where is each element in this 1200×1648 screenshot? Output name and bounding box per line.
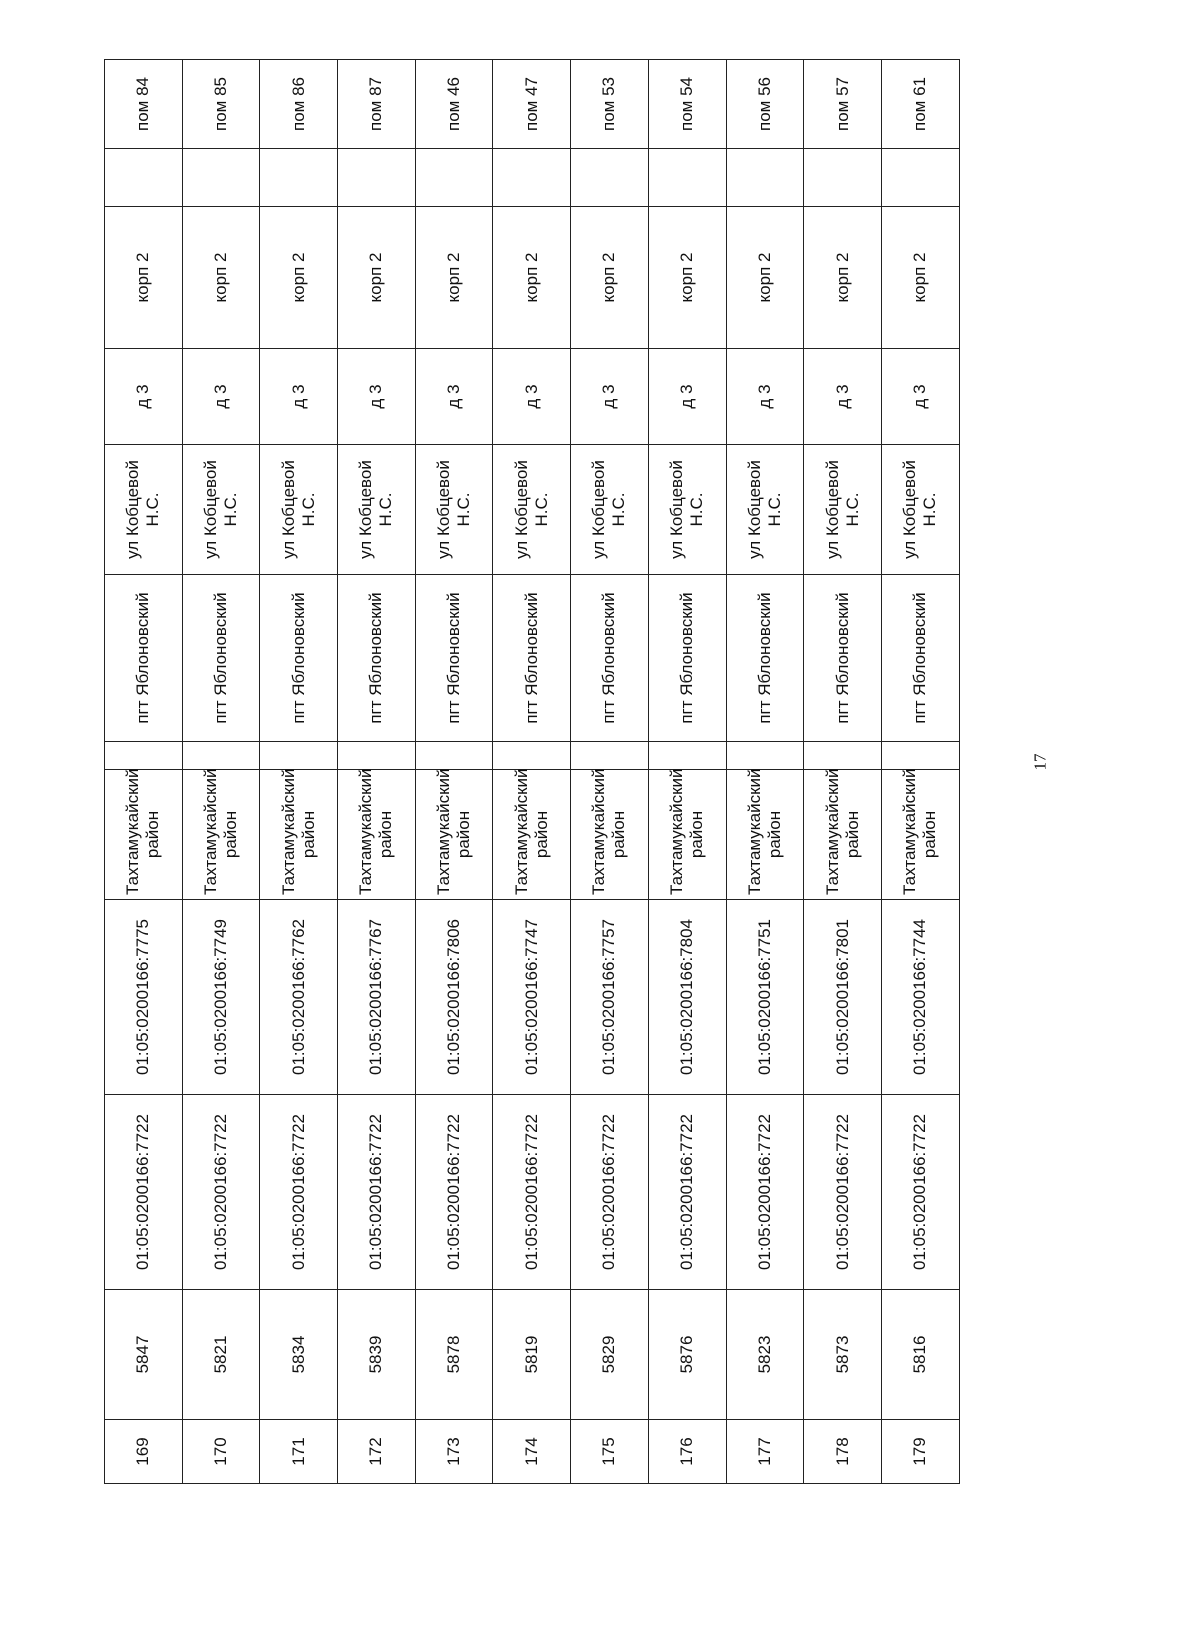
row-number: 172 bbox=[338, 1420, 416, 1484]
table-row bbox=[260, 60, 338, 1484]
settlement: пгт Яблоновский bbox=[105, 575, 183, 742]
empty-cell bbox=[415, 742, 493, 770]
parent-cadastral-number: 01:05:0200166:7722 bbox=[260, 1095, 338, 1290]
empty-cell bbox=[105, 149, 183, 207]
settlement: пгт Яблоновский bbox=[182, 575, 260, 742]
empty-cell bbox=[648, 149, 726, 207]
empty-cell bbox=[493, 149, 571, 207]
empty-cell bbox=[415, 149, 493, 207]
cadastral-number: 01:05:0200166:7775 bbox=[105, 900, 183, 1095]
district: Тахтамукайский район bbox=[726, 770, 804, 900]
cadastral-number: 01:05:0200166:7806 bbox=[415, 900, 493, 1095]
object-id: 5847 bbox=[105, 1290, 183, 1420]
room-number: пом 84 bbox=[105, 60, 183, 149]
house-number: д 3 bbox=[105, 349, 183, 445]
row-number: 178 bbox=[804, 1420, 882, 1484]
street: ул Кобцевой Н.С. bbox=[260, 445, 338, 575]
building-block: корп 2 bbox=[804, 207, 882, 349]
parent-cadastral-number: 01:05:0200166:7722 bbox=[571, 1095, 649, 1290]
object-id: 5816 bbox=[881, 1290, 959, 1420]
room-number: пом 85 bbox=[182, 60, 260, 149]
district: Тахтамукайский район bbox=[571, 770, 649, 900]
street: ул Кобцевой Н.С. bbox=[105, 445, 183, 575]
row-number: 171 bbox=[260, 1420, 338, 1484]
empty-cell bbox=[804, 742, 882, 770]
room-number: пом 53 bbox=[571, 60, 649, 149]
room-number: пом 57 bbox=[804, 60, 882, 149]
room-number: пом 46 bbox=[415, 60, 493, 149]
parent-cadastral-number: 01:05:0200166:7722 bbox=[338, 1095, 416, 1290]
building-block: корп 2 bbox=[338, 207, 416, 349]
street: ул Кобцевой Н.С. bbox=[881, 445, 959, 575]
parent-cadastral-number: 01:05:0200166:7722 bbox=[415, 1095, 493, 1290]
row-number: 173 bbox=[415, 1420, 493, 1484]
row-number: 176 bbox=[648, 1420, 726, 1484]
room-number: пом 86 bbox=[260, 60, 338, 149]
object-id: 5873 bbox=[804, 1290, 882, 1420]
table-row bbox=[571, 60, 649, 1484]
registry-table-rotated bbox=[104, 60, 959, 1484]
house-number: д 3 bbox=[881, 349, 959, 445]
row-number: 170 bbox=[182, 1420, 260, 1484]
cadastral-number: 01:05:0200166:7804 bbox=[648, 900, 726, 1095]
table-row bbox=[493, 60, 571, 1484]
district: Тахтамукайский район bbox=[804, 770, 882, 900]
house-number: д 3 bbox=[338, 349, 416, 445]
street: ул Кобцевой Н.С. bbox=[804, 445, 882, 575]
room-number: пом 47 bbox=[493, 60, 571, 149]
object-id: 5823 bbox=[726, 1290, 804, 1420]
empty-cell bbox=[571, 149, 649, 207]
street: ул Кобцевой Н.С. bbox=[338, 445, 416, 575]
settlement: пгт Яблоновский bbox=[648, 575, 726, 742]
row-number: 169 bbox=[105, 1420, 183, 1484]
district: Тахтамукайский район bbox=[338, 770, 416, 900]
empty-cell bbox=[804, 149, 882, 207]
house-number: д 3 bbox=[648, 349, 726, 445]
table-row bbox=[105, 60, 183, 1484]
settlement: пгт Яблоновский bbox=[726, 575, 804, 742]
street: ул Кобцевой Н.С. bbox=[493, 445, 571, 575]
building-block: корп 2 bbox=[881, 207, 959, 349]
room-number: пом 61 bbox=[881, 60, 959, 149]
parent-cadastral-number: 01:05:0200166:7722 bbox=[804, 1095, 882, 1290]
room-number: пом 56 bbox=[726, 60, 804, 149]
empty-cell bbox=[182, 149, 260, 207]
table-body bbox=[105, 60, 960, 1484]
cadastral-number: 01:05:0200166:7767 bbox=[338, 900, 416, 1095]
row-number: 179 bbox=[881, 1420, 959, 1484]
cadastral-number: 01:05:0200166:7762 bbox=[260, 900, 338, 1095]
parent-cadastral-number: 01:05:0200166:7722 bbox=[726, 1095, 804, 1290]
settlement: пгт Яблоновский bbox=[260, 575, 338, 742]
street: ул Кобцевой Н.С. bbox=[415, 445, 493, 575]
house-number: д 3 bbox=[260, 349, 338, 445]
district: Тахтамукайский район bbox=[881, 770, 959, 900]
object-id: 5876 bbox=[648, 1290, 726, 1420]
cadastral-number: 01:05:0200166:7801 bbox=[804, 900, 882, 1095]
room-number: пом 54 bbox=[648, 60, 726, 149]
parent-cadastral-number: 01:05:0200166:7722 bbox=[881, 1095, 959, 1290]
district: Тахтамукайский район bbox=[648, 770, 726, 900]
empty-cell bbox=[260, 149, 338, 207]
building-block: корп 2 bbox=[571, 207, 649, 349]
empty-cell bbox=[493, 742, 571, 770]
building-block: корп 2 bbox=[648, 207, 726, 349]
parent-cadastral-number: 01:05:0200166:7722 bbox=[105, 1095, 183, 1290]
building-block: корп 2 bbox=[182, 207, 260, 349]
empty-cell bbox=[881, 742, 959, 770]
empty-cell bbox=[571, 742, 649, 770]
page-number: 17 bbox=[1030, 753, 1050, 771]
settlement: пгт Яблоновский bbox=[338, 575, 416, 742]
empty-cell bbox=[726, 149, 804, 207]
house-number: д 3 bbox=[493, 349, 571, 445]
empty-cell bbox=[726, 742, 804, 770]
object-id: 5819 bbox=[493, 1290, 571, 1420]
house-number: д 3 bbox=[571, 349, 649, 445]
table-row bbox=[881, 60, 959, 1484]
object-id: 5839 bbox=[338, 1290, 416, 1420]
settlement: пгт Яблоновский bbox=[804, 575, 882, 742]
empty-cell bbox=[105, 742, 183, 770]
house-number: д 3 bbox=[726, 349, 804, 445]
house-number: д 3 bbox=[804, 349, 882, 445]
settlement: пгт Яблоновский bbox=[493, 575, 571, 742]
object-id: 5878 bbox=[415, 1290, 493, 1420]
house-number: д 3 bbox=[415, 349, 493, 445]
cadastral-number: 01:05:0200166:7744 bbox=[881, 900, 959, 1095]
table-row bbox=[182, 60, 260, 1484]
cadastral-number: 01:05:0200166:7749 bbox=[182, 900, 260, 1095]
building-block: корп 2 bbox=[493, 207, 571, 349]
cadastral-number: 01:05:0200166:7747 bbox=[493, 900, 571, 1095]
object-id: 5829 bbox=[571, 1290, 649, 1420]
parent-cadastral-number: 01:05:0200166:7722 bbox=[648, 1095, 726, 1290]
empty-cell bbox=[260, 742, 338, 770]
table-row bbox=[804, 60, 882, 1484]
district: Тахтамукайский район bbox=[105, 770, 183, 900]
row-number: 174 bbox=[493, 1420, 571, 1484]
empty-cell bbox=[338, 742, 416, 770]
row-number: 177 bbox=[726, 1420, 804, 1484]
empty-cell bbox=[881, 149, 959, 207]
table-row bbox=[726, 60, 804, 1484]
building-block: корп 2 bbox=[415, 207, 493, 349]
street: ул Кобцевой Н.С. bbox=[726, 445, 804, 575]
empty-cell bbox=[182, 742, 260, 770]
building-block: корп 2 bbox=[260, 207, 338, 349]
district: Тахтамукайский район bbox=[182, 770, 260, 900]
parent-cadastral-number: 01:05:0200166:7722 bbox=[182, 1095, 260, 1290]
house-number: д 3 bbox=[182, 349, 260, 445]
settlement: пгт Яблоновский bbox=[415, 575, 493, 742]
parent-cadastral-number: 01:05:0200166:7722 bbox=[493, 1095, 571, 1290]
empty-cell bbox=[648, 742, 726, 770]
building-block: корп 2 bbox=[105, 207, 183, 349]
district: Тахтамукайский район bbox=[415, 770, 493, 900]
empty-cell bbox=[338, 149, 416, 207]
cadastral-number: 01:05:0200166:7751 bbox=[726, 900, 804, 1095]
registry-table bbox=[104, 59, 960, 1484]
row-number: 175 bbox=[571, 1420, 649, 1484]
street: ул Кобцевой Н.С. bbox=[648, 445, 726, 575]
building-block: корп 2 bbox=[726, 207, 804, 349]
object-id: 5834 bbox=[260, 1290, 338, 1420]
settlement: пгт Яблоновский bbox=[881, 575, 959, 742]
district: Тахтамукайский район bbox=[493, 770, 571, 900]
table-row bbox=[415, 60, 493, 1484]
cadastral-number: 01:05:0200166:7757 bbox=[571, 900, 649, 1095]
table-row bbox=[338, 60, 416, 1484]
settlement: пгт Яблоновский bbox=[571, 575, 649, 742]
district: Тахтамукайский район bbox=[260, 770, 338, 900]
object-id: 5821 bbox=[182, 1290, 260, 1420]
table-row bbox=[648, 60, 726, 1484]
street: ул Кобцевой Н.С. bbox=[571, 445, 649, 575]
room-number: пом 87 bbox=[338, 60, 416, 149]
street: ул Кобцевой Н.С. bbox=[182, 445, 260, 575]
